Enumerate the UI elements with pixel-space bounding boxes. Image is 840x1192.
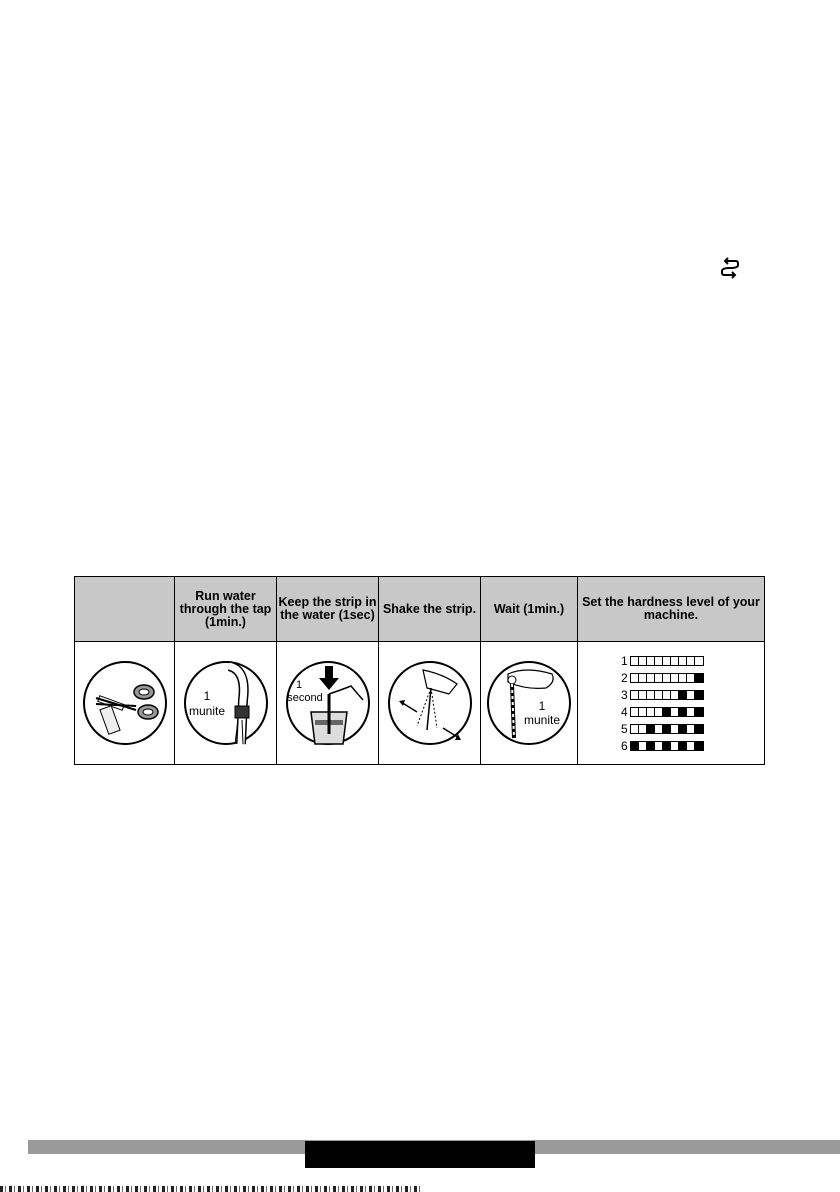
hardness-strip [630, 707, 704, 717]
strip-square [647, 742, 655, 750]
cell-shake [379, 642, 481, 765]
strip-square [671, 742, 679, 750]
strip-square [687, 657, 695, 665]
hardness-level-number: 2 [621, 670, 628, 685]
hardness-strip [630, 724, 704, 734]
strip-square [663, 742, 671, 750]
strip-square [647, 691, 655, 699]
strip-square [655, 674, 663, 682]
hardness-level-number: 5 [621, 721, 628, 736]
wait-icon [486, 660, 572, 746]
hardness-level-number: 3 [621, 687, 628, 702]
strip-square [695, 674, 703, 682]
strip-square [679, 708, 687, 716]
hardness-strip [630, 741, 704, 751]
tap-label-unit: munite [188, 704, 225, 718]
strip-square [631, 725, 639, 733]
strip-square [647, 708, 655, 716]
strip-square [663, 725, 671, 733]
water-hardness-test-table [74, 576, 765, 765]
strip-square [663, 708, 671, 716]
table-row [75, 642, 765, 765]
hardness-level-row [621, 737, 721, 754]
hardness-level-list [621, 652, 721, 754]
hardness-level-row [621, 669, 721, 686]
cell-hardness-levels [578, 642, 765, 765]
strip-square [687, 708, 695, 716]
wait-label-number: 1 [538, 699, 546, 713]
hardness-level-row [621, 703, 721, 720]
strip-square [695, 691, 703, 699]
strip-square [671, 691, 679, 699]
footer-scan-noise [0, 1186, 420, 1192]
strip-square [655, 708, 663, 716]
strip-square [679, 657, 687, 665]
strip-square [695, 725, 703, 733]
strip-square [679, 674, 687, 682]
header-shake-strip: Shake the strip. [379, 577, 481, 642]
strip-square [671, 674, 679, 682]
cell-wait [481, 642, 578, 765]
rinse-icon [716, 254, 744, 282]
strip-square [631, 657, 639, 665]
strip-square [663, 674, 671, 682]
hardness-level-number: 4 [621, 704, 628, 719]
cell-tap [175, 642, 277, 765]
strip-square [687, 691, 695, 699]
tap-icon [183, 660, 269, 746]
wait-label-unit: munite [523, 713, 561, 727]
shake-icon [387, 660, 473, 746]
hardness-level-row [621, 686, 721, 703]
strip-square [663, 691, 671, 699]
header-keep-strip: Keep the strip in the water (1sec) [277, 577, 379, 642]
strip-square [679, 742, 687, 750]
strip-square [671, 708, 679, 716]
strip-square [671, 725, 679, 733]
header-cell-blank [75, 577, 175, 642]
strip-square [639, 691, 647, 699]
strip-square [647, 725, 655, 733]
strip-square [687, 725, 695, 733]
hardness-level-number: 1 [621, 653, 628, 668]
cell-scissors [75, 642, 175, 765]
strip-square [639, 657, 647, 665]
strip-square [639, 742, 647, 750]
strip-square [679, 725, 687, 733]
strip-square [631, 708, 639, 716]
strip-square [695, 708, 703, 716]
strip-square [631, 674, 639, 682]
strip-square [679, 691, 687, 699]
hardness-level-row [621, 652, 721, 669]
glass-icon [285, 660, 371, 746]
strip-square [655, 725, 663, 733]
scissors-icon [82, 660, 168, 746]
strip-square [687, 674, 695, 682]
table-header-row [75, 577, 765, 642]
footer-block [305, 1141, 535, 1168]
strip-square [663, 657, 671, 665]
strip-square [687, 742, 695, 750]
strip-square [631, 742, 639, 750]
strip-square [639, 674, 647, 682]
header-wait: Wait (1min.) [481, 577, 578, 642]
strip-square [695, 657, 703, 665]
strip-square [639, 708, 647, 716]
strip-square [655, 742, 663, 750]
hardness-level-number: 6 [621, 738, 628, 753]
hardness-strip [630, 673, 704, 683]
strip-square [647, 674, 655, 682]
hardness-strip [630, 690, 704, 700]
strip-square [655, 657, 663, 665]
strip-square [655, 691, 663, 699]
hardness-level-row [621, 720, 721, 737]
glass-label-number: 1 [295, 679, 302, 691]
strip-square [647, 657, 655, 665]
header-run-water: Run water through the tap (1min.) [175, 577, 277, 642]
strip-square [695, 742, 703, 750]
header-set-hardness: Set the hardness level of your machine. [578, 577, 765, 642]
strip-square [631, 691, 639, 699]
tap-label-number: 1 [203, 689, 210, 703]
strip-square [639, 725, 647, 733]
hardness-strip [630, 656, 704, 666]
glass-label-unit: second [286, 692, 323, 704]
strip-square [671, 657, 679, 665]
cell-glass [277, 642, 379, 765]
